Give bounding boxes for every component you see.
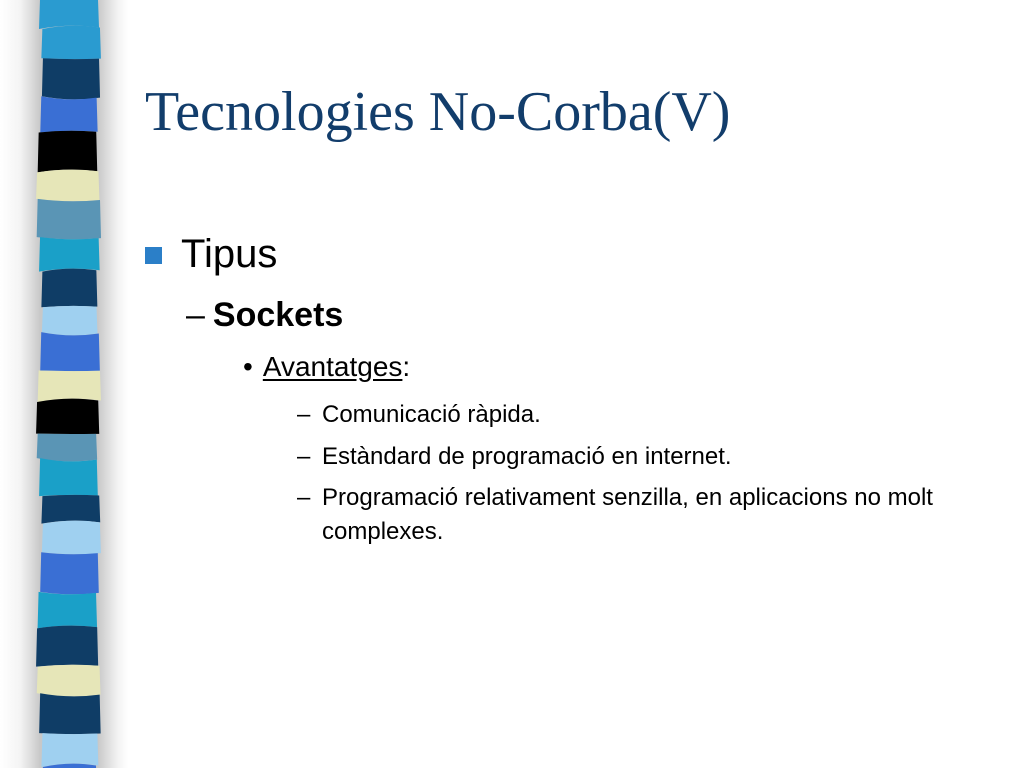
strip-block <box>36 626 98 667</box>
bullet-level4-item <box>297 440 997 474</box>
dash-marker: – <box>297 484 311 511</box>
strip-block <box>40 96 97 132</box>
bullet-level2 <box>186 296 343 335</box>
strip-block <box>42 306 98 336</box>
slide-title: Tecnologies No-Corba(V) <box>145 81 731 143</box>
bullet-level3 <box>243 351 410 383</box>
strip-block <box>41 269 97 308</box>
strip-block <box>38 131 98 173</box>
strip-block <box>38 592 97 629</box>
strip-block <box>39 0 99 29</box>
bullet-level2-text: Sockets <box>212 296 344 334</box>
strip-block <box>37 199 101 239</box>
strip-block <box>41 733 98 767</box>
decorative-color-strip <box>0 0 128 768</box>
bullet-level4-item <box>297 481 987 549</box>
strip-block <box>37 434 97 462</box>
bullet-level3-suffix: : <box>402 351 411 382</box>
bullet-level4-text: Programació relativament senzilla, en aplicacions no molt complexes. <box>322 484 933 545</box>
strip-block <box>42 521 101 555</box>
bullet-level1 <box>145 232 277 277</box>
strip-block <box>41 26 101 60</box>
dash-marker: – <box>297 443 311 470</box>
strip-block <box>40 552 99 594</box>
dash-marker: – <box>297 401 311 428</box>
strip-block <box>39 237 100 271</box>
dash-marker: – <box>186 296 205 334</box>
strip-block <box>39 693 101 734</box>
bullet-level1-text: Tipus <box>181 232 278 276</box>
bullet-level4-text: Comunicació ràpida. <box>322 401 541 428</box>
strip-block <box>39 458 98 496</box>
strip-block <box>37 665 101 697</box>
square-bullet-icon <box>145 247 162 264</box>
bullet-level4-text: Estàndard de programació en internet. <box>322 443 732 470</box>
dot-marker: • <box>243 351 253 382</box>
strip-block <box>36 170 99 202</box>
strip-block <box>38 371 101 402</box>
strip-block <box>40 332 100 371</box>
strip-block <box>41 495 100 524</box>
bullet-level3-label: Avantatges <box>262 351 403 382</box>
bullet-level4-item <box>297 398 997 432</box>
strip-block <box>36 399 99 434</box>
strip-block <box>42 58 100 99</box>
